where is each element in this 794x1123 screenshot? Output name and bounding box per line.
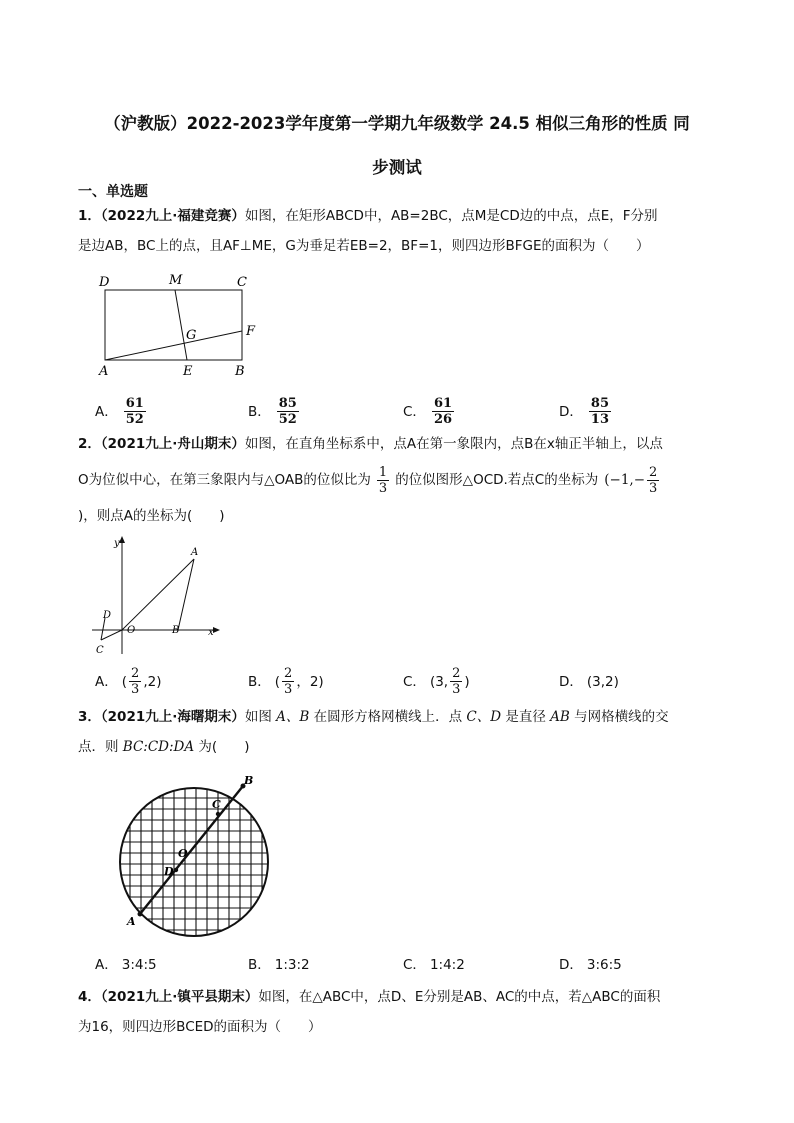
rectangle-figure: [95, 268, 270, 383]
numerator: 2: [284, 666, 293, 681]
coordinate-figure: [88, 534, 223, 659]
option-letter: B．: [248, 403, 271, 420]
question-text: )，则点A的坐标为( ): [78, 508, 225, 524]
title-line-2: 步测试: [372, 158, 422, 177]
question-number: 2．: [78, 436, 101, 452]
numerator: 85: [278, 396, 297, 411]
option-b[interactable]: [248, 396, 301, 427]
question-text: 在圆形方格网横线上．点: [313, 709, 463, 725]
numerator: 2: [649, 464, 658, 480]
option-text: 3:6:5: [586, 957, 622, 973]
numerator: 61: [433, 396, 453, 411]
denominator: 26: [433, 412, 453, 427]
question-source: （2021九上·海曙期末）: [100, 709, 245, 725]
denominator: 3: [452, 682, 461, 697]
option-d[interactable]: [559, 953, 622, 977]
denominator: 52: [278, 412, 297, 427]
option-b[interactable]: [248, 666, 324, 697]
question-text: 如图，在△ABC中，点D、E分别是AB、AC的中点，若△ABC的面积: [258, 989, 661, 1005]
question-text: 如图，在直角坐标系中，点A在第一象限内，点B在x轴正半轴上，以点: [244, 436, 663, 452]
numerator: 85: [590, 396, 609, 411]
numerator: 2: [131, 666, 140, 681]
numerator: 61: [125, 396, 144, 411]
option-text: 1:4:2: [429, 957, 465, 973]
option-letter: C．: [403, 957, 426, 973]
option-d[interactable]: [559, 396, 613, 427]
question-text: 是边AB，BC上的点，且AF⊥ME，G为垂足若EB=2，BF=1，则四边形BFGE的面积为（ ）: [78, 238, 650, 254]
section-heading: 一、单选题: [78, 184, 148, 200]
option-letter: B．: [248, 957, 271, 973]
question-3: [78, 702, 726, 762]
label-B: B: [244, 774, 254, 787]
label-O: O: [178, 847, 188, 860]
label-y: y: [114, 538, 120, 549]
label-B: B: [172, 625, 180, 636]
option-a[interactable]: [95, 396, 148, 427]
page-title: [70, 102, 724, 190]
ratio-fraction: [377, 465, 389, 496]
fraction: [450, 666, 462, 697]
label-C: C: [237, 275, 247, 290]
option-b[interactable]: [248, 953, 310, 977]
label-D: D: [99, 275, 110, 290]
option-text: (: [274, 673, 281, 690]
numerator: 2: [452, 666, 461, 681]
option-letter: D．: [559, 403, 583, 420]
option-c[interactable]: [403, 396, 456, 427]
question-number: 1．: [78, 208, 101, 224]
numerator: 1: [378, 464, 388, 480]
option-letter: A．: [95, 673, 118, 690]
label-F: F: [246, 324, 256, 339]
title-line-1: （沪教版）2022-2023学年度第一学期九年级数学 24.5 相似三角形的性质 同: [104, 114, 690, 133]
math-ratio: BC:CD:DA: [122, 739, 195, 755]
option-letter: C．: [403, 403, 426, 420]
denominator: 13: [590, 412, 609, 427]
option-c[interactable]: [403, 953, 465, 977]
label-E: E: [183, 364, 193, 379]
option-text: (3,: [429, 673, 449, 690]
question-text: 与网格横线的交: [574, 709, 669, 725]
question-text: 如图: [244, 709, 272, 725]
coordinate-fraction: [647, 465, 659, 496]
question-number: 3．: [78, 709, 101, 725]
option-text: 3:4:5: [121, 957, 157, 973]
fraction: [129, 666, 141, 697]
option-text: ,2): [143, 673, 162, 690]
option-letter: A．: [95, 957, 118, 973]
question-1: [78, 201, 726, 261]
option-d[interactable]: [559, 670, 619, 694]
question-text: 的位似图形△OCD.若点C的坐标为: [395, 472, 599, 488]
question-source: （2021九上·舟山期末）: [100, 436, 245, 452]
fraction: [589, 396, 611, 427]
denominator: 3: [649, 480, 658, 496]
label-D: D: [164, 865, 174, 878]
denominator: 3: [378, 480, 388, 496]
option-text: (3,2): [586, 674, 619, 690]
option-c[interactable]: [403, 666, 470, 697]
option-text: 1:3:2: [274, 957, 310, 973]
question-text: 是直径: [505, 709, 546, 725]
label-G: G: [186, 328, 197, 343]
label-M: M: [169, 273, 183, 288]
option-a[interactable]: [95, 953, 157, 977]
question-2: [78, 428, 726, 532]
label-O: O: [127, 625, 136, 636]
label-A: A: [99, 364, 109, 379]
label-B: B: [235, 364, 245, 379]
option-letter: B．: [248, 673, 271, 690]
fraction: [432, 396, 454, 427]
question-text: 如图，在矩形ABCD中，AB=2BC，点M是CD边的中点，点E，F分别: [244, 208, 658, 224]
circle-grid-figure: [108, 774, 288, 950]
denominator: 3: [131, 682, 140, 697]
option-text: (: [121, 673, 128, 690]
question-number: 4．: [78, 989, 101, 1005]
option-letter: D．: [559, 674, 583, 690]
fraction: [282, 666, 294, 697]
question-text: 为16，则四边形BCED的面积为（ ）: [78, 1019, 322, 1035]
denominator: 3: [284, 682, 293, 697]
question-text: 为( ): [198, 739, 250, 755]
math-points: A、B: [276, 709, 310, 725]
fraction: [277, 396, 299, 427]
question-text: 点．则: [78, 739, 119, 755]
label-A: A: [191, 547, 199, 558]
option-text: ): [464, 673, 470, 690]
option-letter: A．: [95, 403, 118, 420]
option-letter: D．: [559, 957, 583, 973]
label-C: C: [96, 645, 104, 656]
question-source: （2021九上·镇平县期末）: [100, 989, 259, 1005]
question-text: O为位似中心，在第三象限内与△OAB的位似比为: [78, 472, 371, 488]
question-source: （2022九上·福建竞赛）: [100, 208, 245, 224]
math-points: C、D: [466, 709, 502, 725]
label-D: D: [103, 610, 112, 621]
label-A: A: [127, 915, 136, 928]
option-text: ，2): [296, 673, 324, 690]
label-C: C: [212, 798, 221, 811]
coordinate-prefix: (−1,−: [604, 472, 646, 488]
option-a[interactable]: [95, 666, 161, 697]
denominator: 52: [125, 412, 144, 427]
fraction: [124, 396, 146, 427]
option-letter: C．: [403, 673, 426, 690]
math-diameter: AB: [550, 709, 570, 725]
label-x: x: [208, 627, 214, 638]
question-4: [78, 982, 726, 1042]
